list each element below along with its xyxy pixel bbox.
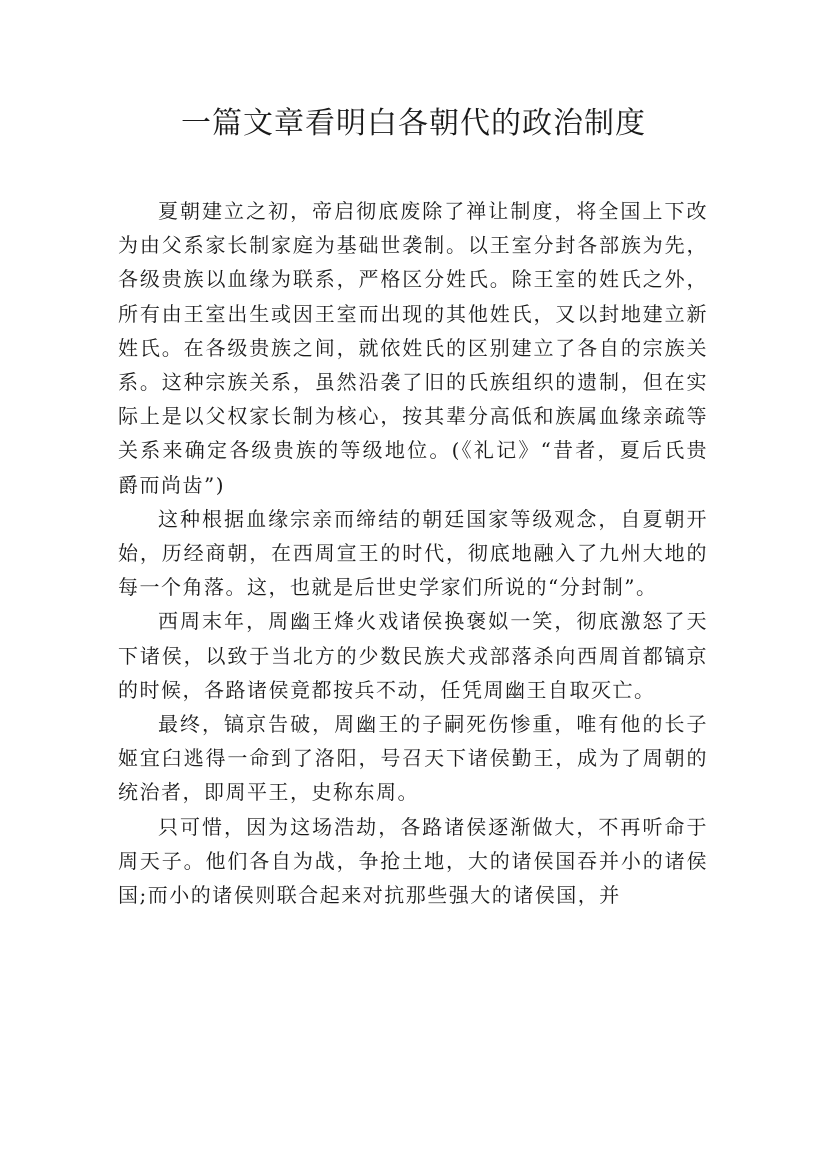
document-title: 一篇文章看明白各朝代的政治制度 bbox=[181, 106, 646, 141]
paragraph: 只可惜，因为这场浩劫，各路诸侯逐渐做大，不再听命于周天子。他们各自为战，争抢土地，大的诸侯国吞并小的诸侯国;而小的诸侯则联合起来对抗那些强大的诸侯国，并 bbox=[118, 814, 708, 908]
paragraph: 最终，镐京告破，周幽王的子嗣死伤惨重，唯有他的长子姬宜臼逃得一命到了洛阳，号召天下诸侯勤王，成为了周朝的统治者，即周平王，史称东周。 bbox=[118, 712, 708, 805]
paragraph: 西周末年，周幽王烽火戏诸侯换褒姒一笑，彻底激怒了天下诸侯，以致于当北方的少数民族犬戎部落杀向西周首都镐京的时候，各路诸侯竟都按兵不动，任凭周幽王自取灭亡。 bbox=[118, 609, 708, 702]
document-body bbox=[118, 194, 708, 912]
paragraph: 夏朝建立之初，帝启彻底废除了禅让制度，将全国上下改为由父系家长制家庭为基础世袭制。以王室分封各部族为先，各级贵族以血缘为联系，严格区分姓氏。除王室的姓氏之外，所有由王室出生或因王室而出现的其他姓氏，又以封地建立新姓氏。在各级贵族之间，就依姓氏的区别建立了各自的宗族关系。这种宗族关系，虽然沿袭了旧的氏族组织的遗制，但在实际上是以父权家长制为核心，按其辈分高低和族属血缘亲疏等关系来确定各级贵族的等级地位。(《礼记》“昔者，夏后氏贵爵而尚齿”) bbox=[118, 199, 708, 497]
paragraph: 这种根据血缘宗亲而缔结的朝廷国家等级观念，自夏朝开始，历经商朝，在西周宣王的时代，彻底地融入了九州大地的每一个角落。这，也就是后世史学家们所说的“分封制”。 bbox=[118, 506, 708, 600]
